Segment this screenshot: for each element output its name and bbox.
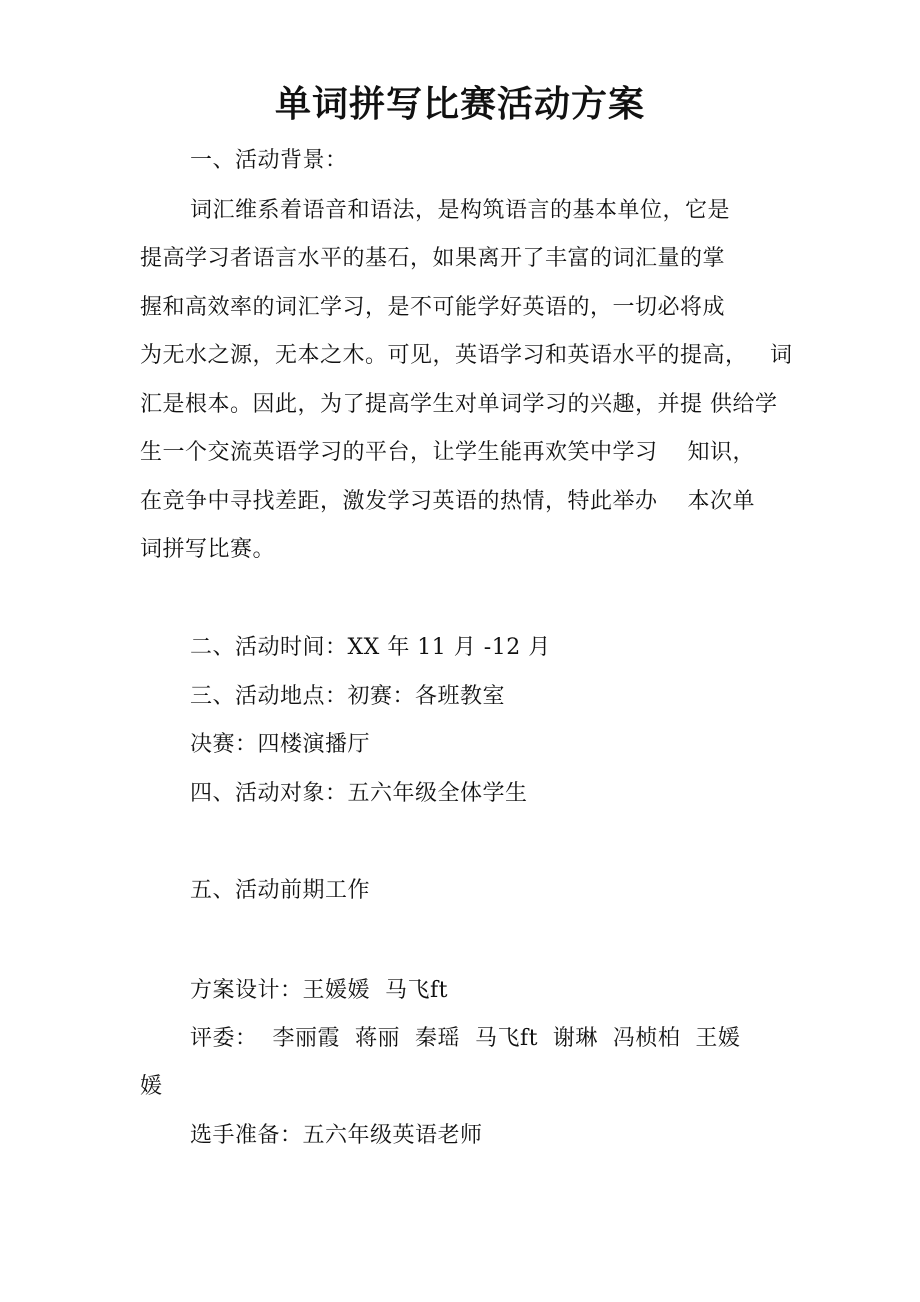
prep-heading: 五、活动前期工作 bbox=[190, 878, 371, 903]
background-paragraph-line: 握和高效率的词汇学习，是不可能学好英语的，一切必将成 bbox=[140, 295, 726, 320]
final-location-line: 决赛：四楼演播厅 bbox=[190, 732, 371, 757]
target-line: 四、活动对象：五六年级全体学生 bbox=[190, 781, 528, 806]
judges-line-continued: 媛 bbox=[140, 1074, 163, 1099]
document-title: 单词拼写比赛活动方案 bbox=[274, 83, 645, 125]
background-heading: 一、活动背景： bbox=[190, 148, 348, 173]
background-paragraph-line: 汇是根本。因此，为了提高学生对单词学习的兴趣，并提 供给学 bbox=[140, 392, 778, 417]
background-paragraph-line: 词拼写比赛。 bbox=[140, 537, 276, 562]
players-line: 选手准备：五六年级英语老师 bbox=[190, 1123, 483, 1148]
time-line: 二、活动时间：XX 年 11 月 -12 月 bbox=[190, 635, 551, 660]
background-paragraph-line: 在竞争中寻找差距，激发学习英语的热情，特此举办 本次单 bbox=[140, 489, 755, 514]
background-paragraph-line: 为无水之源，无本之木。可见，英语学习和英语水平的提高， 词 bbox=[140, 343, 793, 368]
judges-line: 评委： 李丽霞 蒋丽 秦瑶 马飞ft 谢琳 冯桢柏 王媛 bbox=[190, 1026, 741, 1051]
background-paragraph-line: 提高学习者语言水平的基石，如果离开了丰富的词汇量的掌 bbox=[140, 246, 726, 271]
location-line: 三、活动地点：初赛：各班教室 bbox=[190, 684, 506, 709]
background-paragraph-line: 词汇维系着语音和语法，是构筑语言的基本单位，它是 bbox=[190, 198, 731, 223]
design-line: 方案设计：王媛媛 马飞ft bbox=[190, 978, 448, 1003]
background-paragraph-line: 生一个交流英语学习的平台，让学生能再欢笑中学习 知识， bbox=[140, 440, 755, 465]
